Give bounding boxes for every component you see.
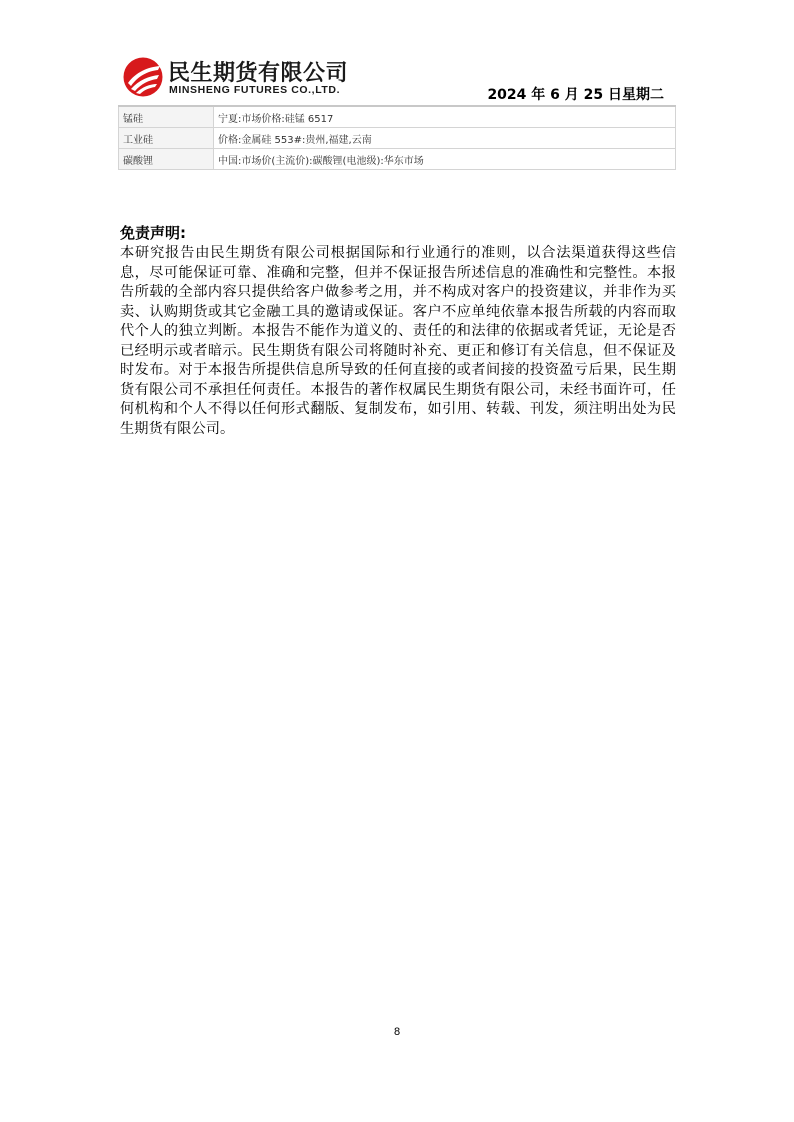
table-cell-source: 宁夏:市场价格:硅锰 6517 bbox=[214, 106, 676, 128]
table-cell-source: 价格:金属硅 553#:贵州,福建,云南 bbox=[214, 128, 676, 149]
logo-chinese-name: 民生期货有限公司 bbox=[168, 61, 349, 86]
table-row bbox=[119, 128, 676, 149]
table-row bbox=[119, 149, 676, 170]
logo-english-name: MINSHENG FUTURES CO.,LTD. bbox=[169, 84, 341, 96]
page-header bbox=[118, 54, 674, 102]
disclaimer-title: 免责声明: bbox=[120, 224, 186, 242]
data-source-table bbox=[118, 105, 676, 170]
report-date: 2024 年 6 月 25 日星期二 bbox=[487, 87, 664, 103]
company-logo bbox=[122, 54, 382, 100]
disclaimer-body: 本研究报告由民生期货有限公司根据国际和行业通行的准则，以合法渠道获得这些信息，尽可能保证可靠、准确和完整，但并不保证报告所述信息的准确性和完整性。本报告所载的全部内容只提供给客户做参考之用，并不构成对客户的投资建议，并非作为买卖、认购期货或其它金融工具的邀请或保证。客户不应单纯依靠本报告所载的内容而取代个人的独立判断。本报告不能作为道义的、责任的和法律的依据或者凭证，无论是否已经明示或者暗示。民生期货有限公司将随时补充、更正和修订有关信息，但不保证及时发布。对于本报告所提供信息所导致的任何直接的或者间接的投资盈亏后果，民生期货有限公司不承担任何责任。本报告的著作权属民生期货有限公司，未经书面许可，任何机构和个人不得以任何形式翻版、复制发布，如引用、转载、刊发，须注明出处为民生期货有限公司。 bbox=[120, 245, 676, 437]
table-cell-name: 碳酸锂 bbox=[119, 149, 214, 170]
table-cell-name: 工业硅 bbox=[119, 128, 214, 149]
table-cell-source: 中国:市场价(主流价):碳酸锂(电池级):华东市场 bbox=[214, 149, 676, 170]
page-number: 8 bbox=[393, 1026, 401, 1038]
table-row bbox=[119, 106, 676, 128]
minsheng-logo-icon bbox=[122, 56, 164, 98]
table-cell-name: 锰硅 bbox=[119, 106, 214, 128]
